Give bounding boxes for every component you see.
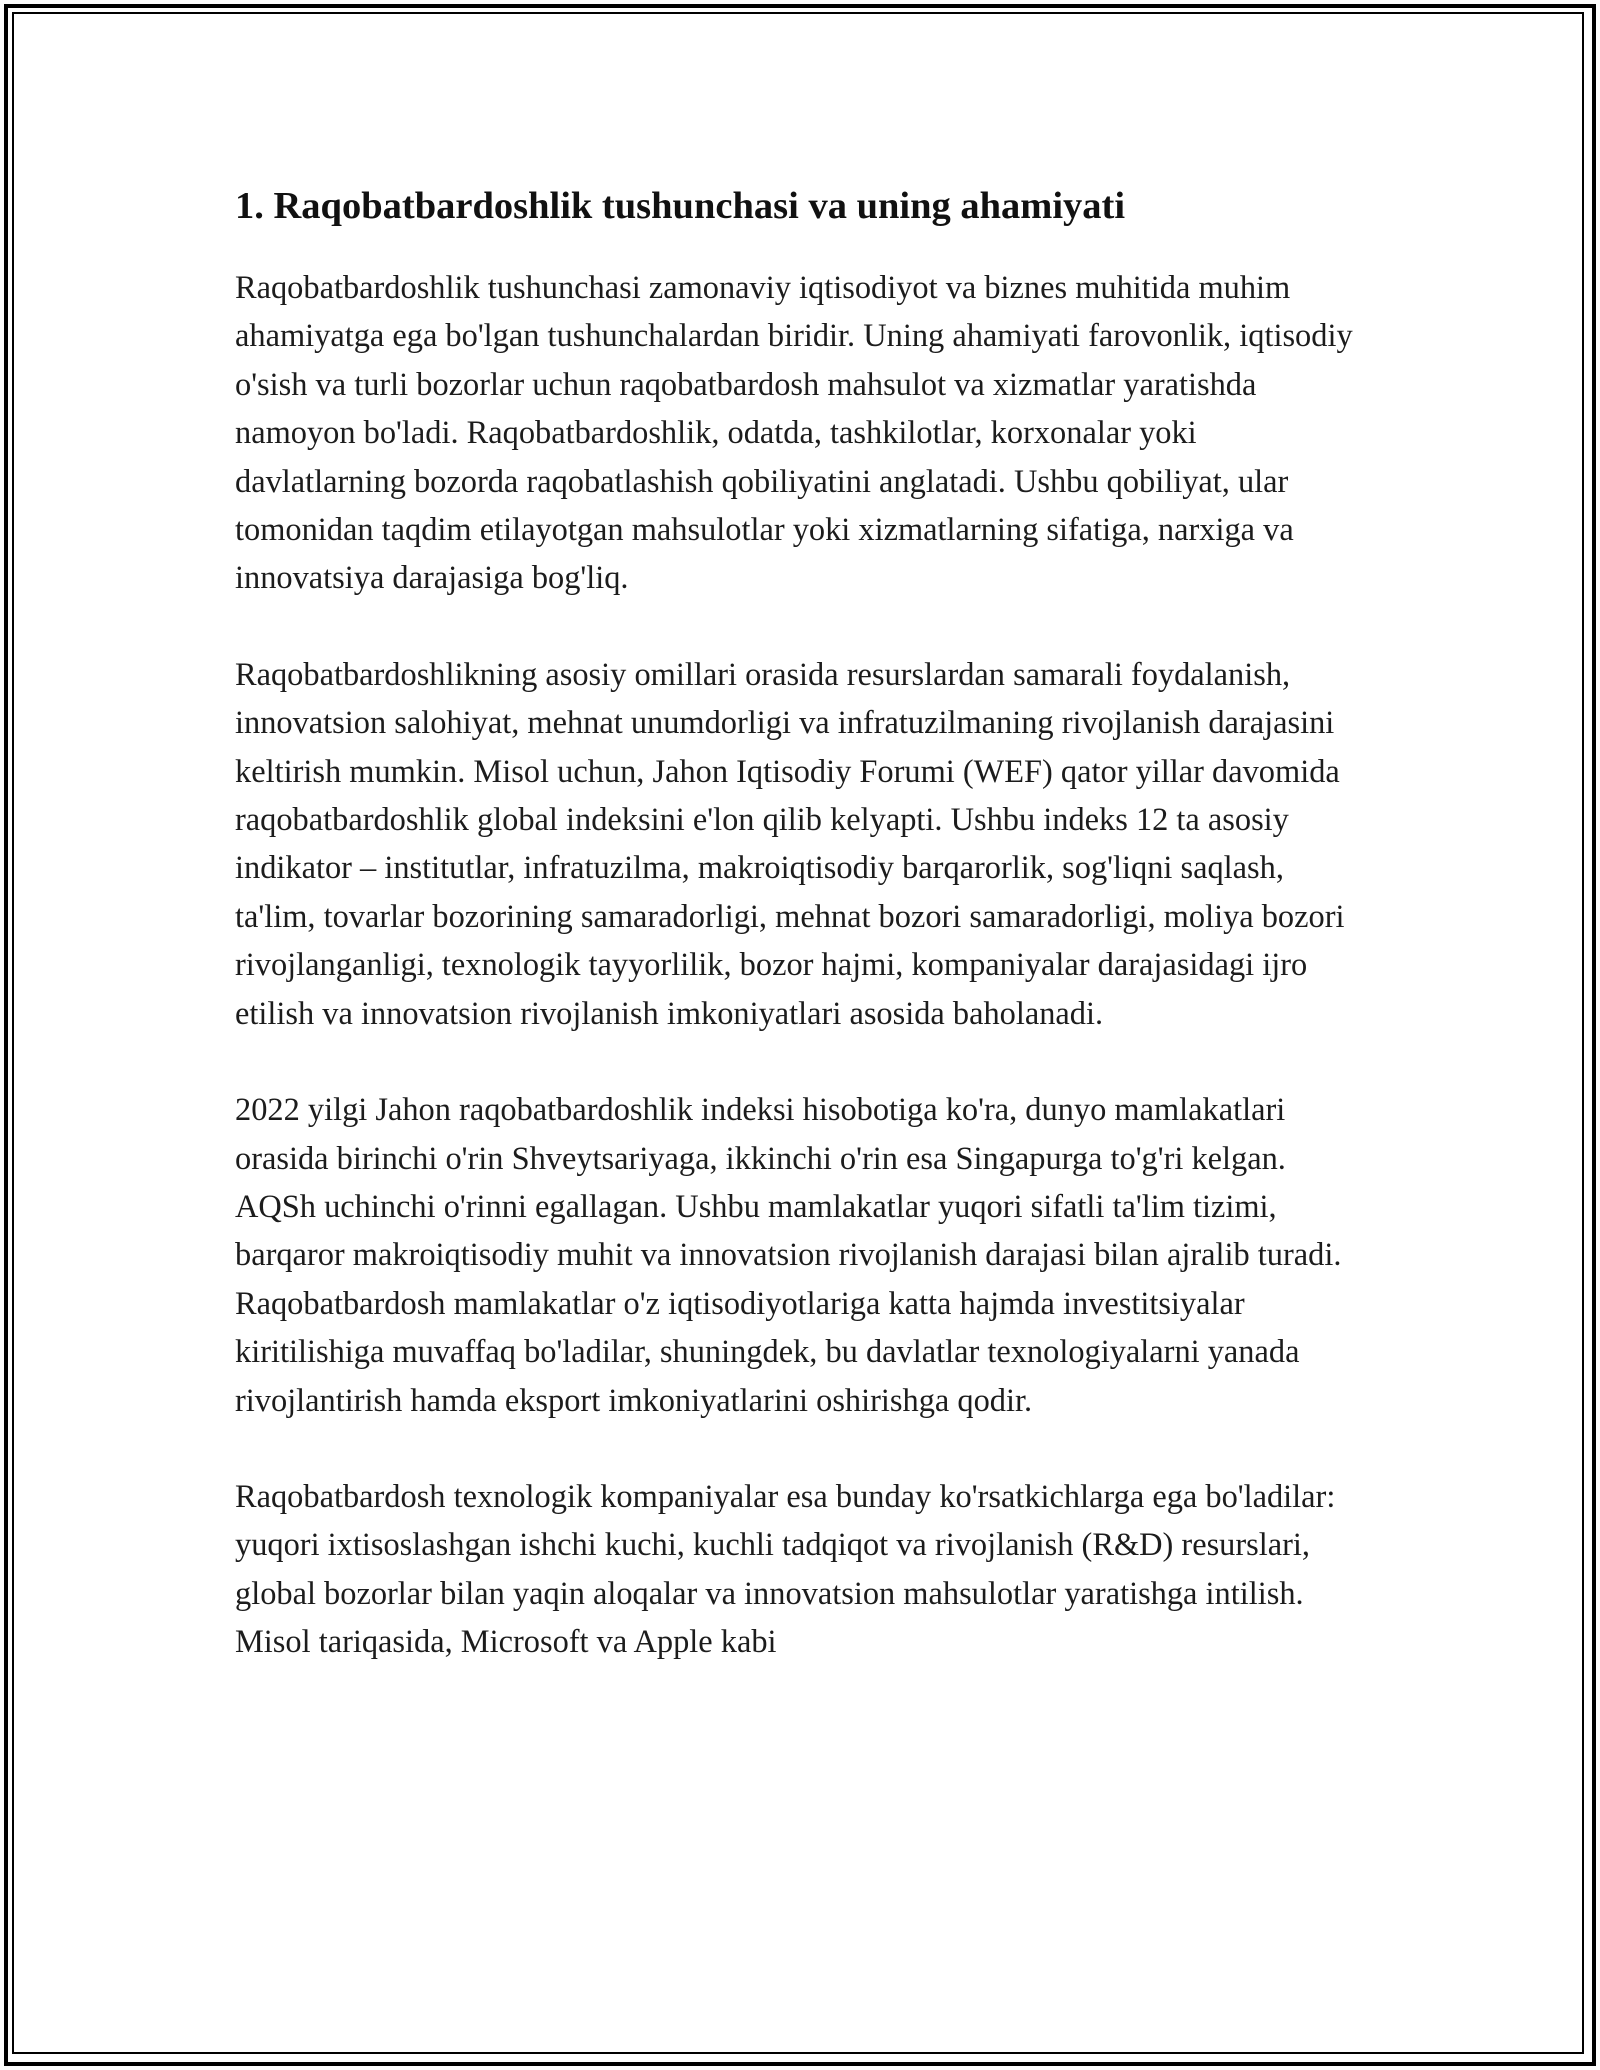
section-heading: 1. Raqobatbardoshlik tushunchasi va uning ahamiyati (235, 185, 1126, 227)
paragraph-1: Raqobatbardoshlik tushunchasi zamonaviy iqtisodiyot va biznes muhitida muhim ahamiyatga ega bo'lgan tushunchalardan biridir. Uning ahamiyati farovonlik, iqtisodiy o'sish va turli bozorlar uchun raqobatbardosh mahsulot va xizmatlar yaratishda namoyon bo'ladi. Raqobatbardoshlik, odatda, tashkilotlar, korxonalar yoki davlatlarning bozorda raqobatlashish qobiliyatini anglatadi. Ushbu qobiliyat, ular tomonidan taqdim etilayotgan mahsulotlar yoki xizmatlarning sifatiga, narxiga va innovatsiya darajasiga bog'liq. (235, 270, 1353, 597)
paragraph-4: Raqobatbardosh texnologik kompaniyalar esa bunday ko'rsatkichlarga ega bo'ladilar: yuqori ixtisoslashgan ishchi kuchi, kuchli tadqiqot va rivojlanish (R&D) resurslari, global bozorlar bilan yaqin aloqalar va innovatsion mahsulotlar yaratishga intilish. Misol tariqasida, Microsoft va Apple kabi (235, 1478, 1336, 1661)
paragraph-3: 2022 yilgi Jahon raqobatbardoshlik indeksi hisobotiga ko'ra, dunyo mamlakatlari orasida birinchi o'rin Shveytsariyaga, ikkinchi o'rin esa Singapurga to'g'ri kelgan. AQSh uchinchi o'rinni egallagan. Ushbu mamlakatlar yuqori sifatli ta'lim tizimi, barqaror makroiqtisodiy muhit va innovatsion rivojlanish darajasi bilan ajralib turadi. Raqobatbardosh mamlakatlar o'z iqtisodiyotlariga katta hajmda investitsiyalar kiritilishiga muvaffaq bo'ladilar, shuningdek, bu davlatlar texnologiyalarni yanada rivojlantirish hamda eksport imkoniyatlarini oshirishga qodir. (235, 1092, 1342, 1419)
paragraph-2: Raqobatbardoshlikning asosiy omillari orasida resurslardan samarali foydalanish, innovatsion salohiyat, mehnat unumdorligi va infratuzilmaning rivojlanish darajasini keltirish mumkin. Misol uchun, Jahon Iqtisodiy Forumi (WEF) qator yillar davomida raqobatbardoshlik global indeksini e'lon qilib kelyapti. Ushbu indeks 12 ta asosiy indikator – institutlar, infratuzilma, makroiqtisodiy barqarorlik, sog'liqni saqlash, ta'lim, tovarlar bozorining samaradorligi, mehnat bozori samaradorligi, moliya bozori rivojlanganligi, texnologik tayyorlilik, bozor hajmi, kompaniyalar darajasidagi ijro etilish va innovatsion rivojlanish imkoniyatlari asosida baholanadi. (235, 656, 1345, 1032)
document-body (235, 182, 1365, 1715)
